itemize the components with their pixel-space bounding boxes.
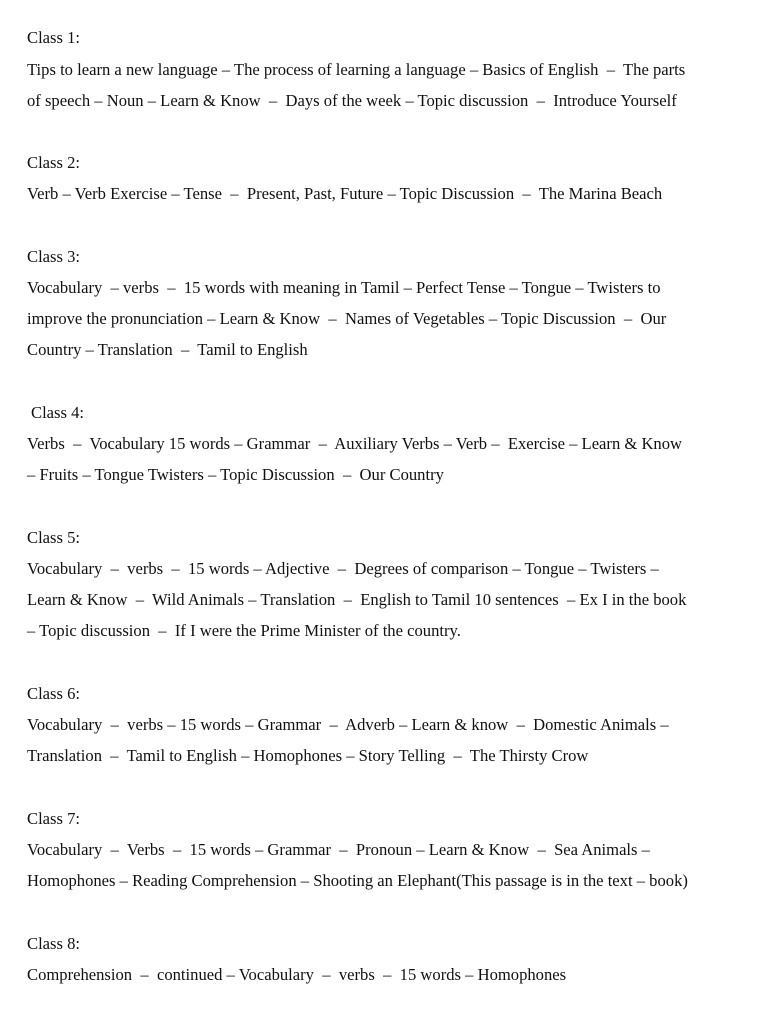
class-8-line-1: Comprehension – continued – Vocabulary – verbs – 15 words – Homophones — [27, 965, 567, 984]
class-2-heading: Class 2: — [27, 153, 81, 172]
class-3-line-3: Country – Translation – Tamil to English — [27, 340, 308, 359]
class-6-line-2: Translation – Tamil to English – Homophones – Story Telling – The Thirsty Crow — [27, 746, 589, 765]
class-1-heading: Class 1: — [27, 28, 81, 47]
class-5-heading: Class 5: — [27, 528, 81, 547]
class-4-heading: Class 4: — [31, 403, 85, 422]
class-1-line-2: of speech – Noun – Learn & Know – Days of the week – Topic discussion – Introduce Yourself — [27, 91, 677, 110]
class-7-heading: Class 7: — [27, 809, 81, 828]
class-6-line-1: Vocabulary – verbs – 15 words – Grammar – Adverb – Learn & know – Domestic Animals – — [27, 715, 669, 734]
class-1-line-1: Tips to learn a new language – The process of learning a language – Basics of English – The parts — [27, 60, 686, 79]
class-4-line-1: Verbs – Vocabulary 15 words – Grammar – Auxiliary Verbs – Verb – Exercise – Learn & Know — [27, 434, 683, 453]
class-5-line-3: – Topic discussion – If I were the Prime Minister of the country. — [27, 621, 461, 640]
class-4-line-2: – Fruits – Tongue Twisters – Topic Discussion – Our Country — [27, 465, 444, 484]
class-7-line-1: Vocabulary – Verbs – 15 words – Grammar – Pronoun – Learn & Know – Sea Animals – — [27, 840, 650, 859]
class-3-line-2: improve the pronunciation – Learn & Know – Names of Vegetables – Topic Discussion – Our — [27, 309, 667, 328]
class-5-line-1: Vocabulary – verbs – 15 words – Adjective – Degrees of comparison – Tongue – Twisters – — [27, 559, 659, 578]
class-3-heading: Class 3: — [27, 247, 81, 266]
class-6-heading: Class 6: — [27, 684, 81, 703]
class-8-heading: Class 8: — [27, 934, 81, 953]
class-2-line-1: Verb – Verb Exercise – Tense – Present, Past, Future – Topic Discussion – The Marina Beach — [27, 184, 663, 203]
class-7-line-2: Homophones – Reading Comprehension – Shooting an Elephant(This passage is in the text – book) — [27, 871, 688, 890]
class-3-line-1: Vocabulary – verbs – 15 words with meaning in Tamil – Perfect Tense – Tongue – Twisters to — [27, 278, 661, 297]
class-5-line-2: Learn & Know – Wild Animals – Translation – English to Tamil 10 sentences – Ex I in the book — [27, 590, 687, 609]
